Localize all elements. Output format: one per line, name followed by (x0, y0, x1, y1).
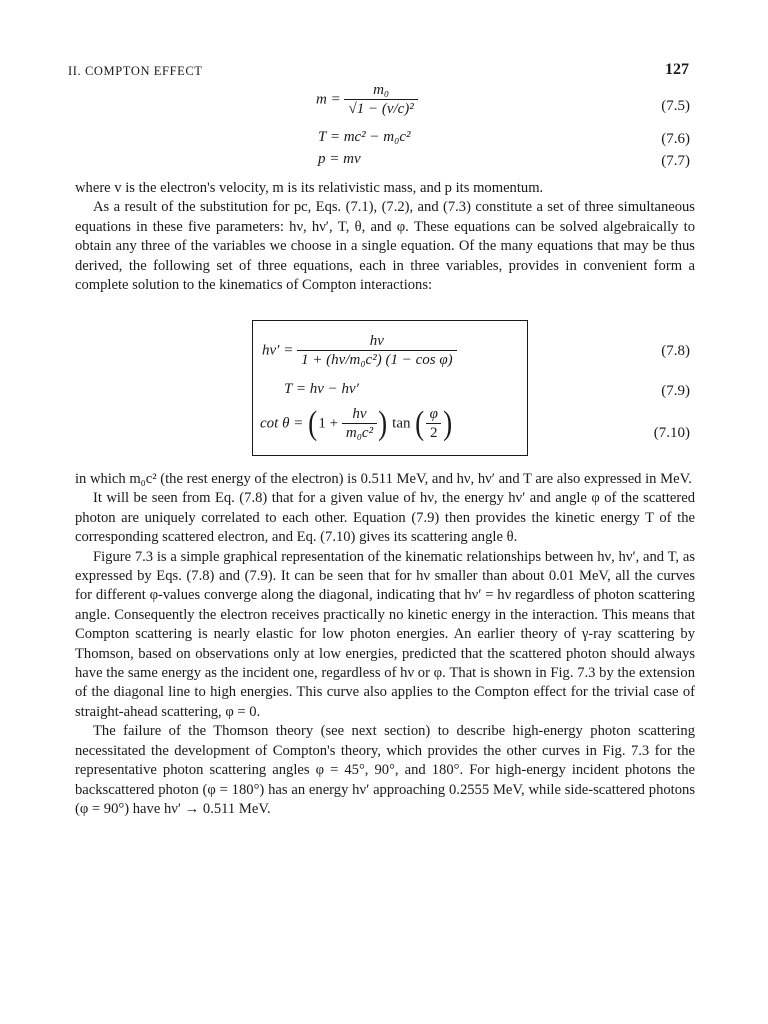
equation-number-7-9: (7.9) (661, 383, 690, 399)
right-paren-arg: ) (443, 405, 453, 442)
eq-7-8-denominator: 1 + (hν/m₀c²) (1 − cos φ) (297, 350, 457, 369)
eq-7-8-numerator: hν (369, 333, 384, 349)
eq-7-10-arg-numerator: φ (429, 406, 438, 422)
eq-7-8-lhs: hν′ = (262, 342, 294, 359)
equation-number-7-5: (7.5) (661, 98, 690, 114)
paragraph-eq-7-8: It will be seen from Eq. (7.8) that for a given value of hν, the energy hν′ and angle φ of the scattered photon are uniquely correlated to each other. Equation (7.9) then provides the kinetic energy T of the corresponding scattered electron, and Eq. (7.10) gives its scattering angle θ. (75, 490, 695, 546)
eq-7-5-lhs: m = (316, 91, 341, 108)
eq-7-10-one-plus: 1 + (318, 415, 339, 432)
paragraph-figure-7-3: Figure 7.3 is a simple graphical representation of the kinematic relationships between hν, hν′, and T, as expressed by Eqs. (7.8) and (7.9). It can be seen that for hν smaller than about 0.01 MeV, all the curves for different φ-values converge along the diagonal, indicating that hν′ = hν regardless of photon scattering angle. Consequently the electron receives practically no kinetic energy in the interaction. This means that Compton scattering is nearly elastic for low photon energies. An earlier theory of γ-ray scattering by Thomson, based on observations only at low energies, predicted that the scattered photon should always have the same energy as the incident one, regardless of hν or φ. That is shown in Fig. 7.3 by the extension of the diagonal line to high energies. This curve also applies to the Compton effect for the trivial case of straight-ahead scattering, φ = 0. (75, 548, 695, 720)
eq-7-10-denominator: m₀c² (342, 423, 377, 442)
equation-number-7-10: (7.10) (653, 425, 690, 441)
running-header: II. COMPTON EFFECT (68, 64, 203, 78)
paragraph-block-1 (75, 179, 695, 295)
equation-7-7: p = mv (318, 151, 361, 167)
right-paren: ) (378, 405, 388, 442)
page-number: 127 (665, 61, 689, 78)
equation-number-7-7: (7.7) (661, 153, 690, 169)
equation-7-8 (262, 333, 457, 369)
eq-7-5-fraction (344, 82, 417, 118)
paragraph-where: where v is the electron's velocity, m is its relativistic mass, and p its momentum. (75, 180, 544, 196)
paragraph-substitution: As a result of the substitution for pc, Eqs. (7.1), (7.2), and (7.3) constitute a set of three simultaneous equations in these five parameters: hν, hν′, T, θ, and φ. These equations can be solved algebraically to obtain any three of the variables we choose in a single equation. Of the many equations that may be thus derived, the following set of three equations, each in three variables, provides in convenient form a complete solution to the kinematics of Compton interactions: (75, 199, 695, 294)
equation-number-7-6: (7.6) (661, 131, 690, 147)
equation-7-6: T = mc² − m₀c² (318, 129, 411, 145)
eq-7-10-arg-denominator: 2 (426, 423, 442, 442)
left-paren-arg: ( (415, 405, 425, 442)
paragraph-block-2 (75, 470, 695, 819)
eq-7-5-denominator: √1 − (v/c)² (344, 99, 417, 118)
eq-7-10-lhs: cot θ = (260, 415, 304, 432)
eq-7-5-numerator: m₀ (373, 82, 390, 98)
eq-7-10-fraction (342, 406, 377, 442)
equation-7-5 (316, 82, 418, 118)
eq-7-10-tan: tan (392, 415, 411, 432)
eq-7-8-fraction (297, 333, 457, 369)
equation-number-7-8: (7.8) (661, 343, 690, 359)
paragraph-rest-energy: in which m₀c² (the rest energy of the electron) is 0.511 MeV, and hν, hν′ and T are also expressed in MeV. (75, 471, 692, 487)
left-paren: ( (308, 405, 318, 442)
equation-7-10 (260, 406, 453, 442)
eq-7-10-numerator: hν (352, 406, 367, 422)
equation-7-9: T = hν − hν′ (284, 381, 359, 397)
eq-7-10-arg-fraction (426, 406, 442, 442)
paragraph-thomson-failure: The failure of the Thomson theory (see next section) to describe high-energy photon scattering necessitated the development of Compton's theory, which provides the other curves in Fig. 7.3 for the representative photon scattering angles φ = 45°, 90°, and 180°. For high-energy incident photons the backscattered photon (φ = 180°) has an energy hν′ approaching 0.2555 MeV, while side-scattered photons (φ = 90°) have hν′ → 0.511 MeV. (75, 723, 695, 817)
